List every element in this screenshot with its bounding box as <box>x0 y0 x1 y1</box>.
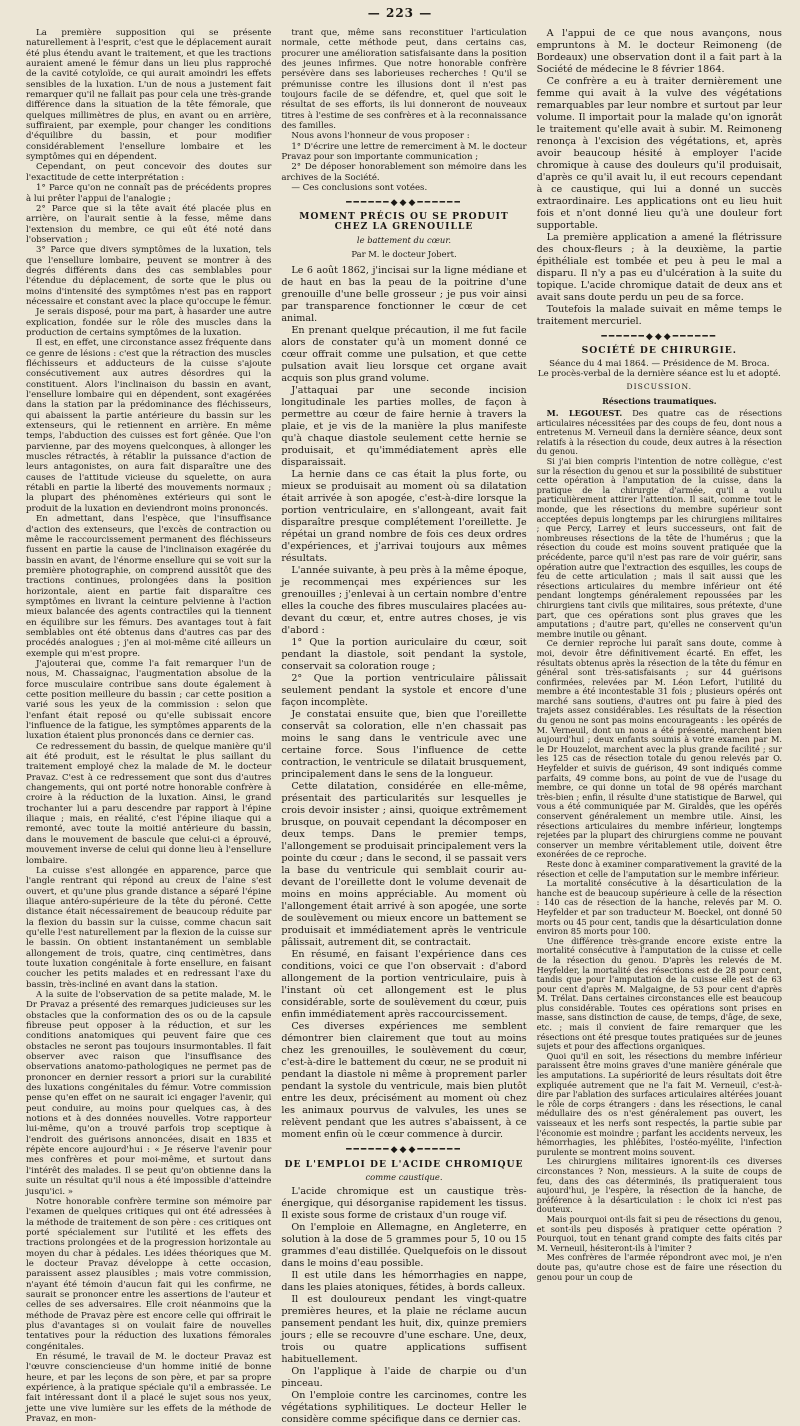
paragraph: Si j'ai bien compris l'intention de notre collègue, c'est sur la résection du genou et sur la possibilité de substituer cette opération à l'amputation de la cuisse, dans la pratique de la chirurgie d'armée, qu'il a voulu particulièrement attirer l'attention. Il sait, comme tout le monde, que les résections du membre supérieur sont acceptées depuis longtemps par les chirurgiens militaires ; que Percy, Larrey et leurs successeurs, ont fait de nombreuses résections de la tête de l'humérus ; que la résection du coude est moins souvent pratiquée que la précédente, parce qu'il n'est pas rare de voir guérir, sans opération autre que l'extraction des esquilles, les coups de feu de cette articulation ; mais il sait aussi que les résections articulaires du membre inférieur ont été pendant longtemps généralement repoussées par les chirurgiens tant civils que militaires, sous prétexte, d'une part, que ces opérations sont plus graves que les amputations ; d'autre part, qu'elles ne conservent qu'un membre inutile ou gênant. <box>536 456 782 639</box>
section-title: SOCIÉTÉ DE CHIRURGIE. <box>581 345 738 357</box>
paragraph: Les chirurgiens militaires ignorent-ils ces diverses circonstances ? Non, messieurs. A la suite de coups de feu, dans des cas déterminés, ils pratiqueraient tous aujourd'hui, je l'espère, la résection de la hanche, de préférence à la désarticulation : le choix ici n'est pas douteux. <box>536 1156 782 1215</box>
column-1 <box>26 28 272 1425</box>
paragraph: Je constatai ensuite que, bien que l'oreillette conservât sa coloration, elle n'en chassait pas moins le sang dans le ventricule avec une certaine force. Sous l'influence de cette contraction, le ventricule se dilatait brusquement, principalement dans le sens de la longueur. <box>281 709 527 781</box>
paragraph: Notre honorable confrère termine son mémoire par l'examen de quelques critiques qui ont été adressées à la méthode de traitement de son père : ces critiques ont porté spécialement sur l'utilité et les effets des tractions prolongées et de la progression horizontale au moyen du char à pédales. Les idées théoriques que M. le docteur Pravaz développe à cette occasion, paraissent assez plausibles ; mais votre commission, n'ayant été témoin d'aucun fait qui les confirme, ne saurait se prononcer entre les assertions de l'auteur et celles de ses adversaires. Elle croit néanmoins que la méthode de Pravaz père est encore celle qui offrirait le plus d'avantages si on voulait faire de nouvelles tentatives pour la réduction des luxations fémorales congénitales. <box>26 1196 272 1352</box>
paragraph: 2° De déposer honorablement son mémoire dans les archives de la Société. <box>281 162 527 183</box>
paragraph: Cette dilatation, considérée en elle-même, présentait des particularités sur lesquelles je crois devoir insister ; ainsi, quoique extrêmement brusque, on pouvait cependant la décomposer en deux temps. Dans le premier temps, l'allongement se produisait principalement vers la pointe du cœur ; dans le second, il se passait vers la base du ventricule qui semblait courir au-devant de l'oreillette dont le volume devenait de moins en moins appréciable. Au moment où l'allongement était arrivé à son apogée, une sorte de soulèvement ou mieux encore un battement se produisait et immédiatement après le ventricule pâlissait, autrement dit, se contractait. <box>281 781 527 949</box>
paragraph: En prenant quelque précaution, il me fut facile alors de constater qu'à un moment donné ce cœur offrait comme une pulsation, et que cette pulsation avait lieu lorsque cet organe avait acquis son plus grand volume. <box>281 325 527 385</box>
article-title: MOMENT PRÉCIS OU SE PRODUIT CHEZ LA GRENOUILLE <box>299 210 509 233</box>
paragraph: Il est douloureux pendant les vingt-quatre premières heures, et la plaie ne réclame aucun pansement pendant les huit, dix, quinze premiers jours ; elle se recouvre d'une eschare. Une, deux, trois ou quatre applications suffisent habituellement. <box>281 1294 527 1366</box>
paragraph: La première application a amené la flétrissure des choux-fleurs ; à la deuxième, la partie épithéliale est tombée et peu à peu le mal a disparu. Il n'y a pas eu d'ulcération à la suite du topique. L'acide chromique datait de deux ans et avait sans doute perdu un peu de sa force. <box>536 232 782 303</box>
paragraph: Ce redressement du bassin, de quelque manière qu'il ait été produit, est le résultat le plus saillant du traitement employé chez la malade de M. le docteur Pravaz. C'est à ce redressement que sont dus d'autres changements, qui ont porté notre honorable confrère à croire à la réduction de la luxation. Ainsi, le grand trochanter lui a paru descendre par rapport à l'épine iliaque ; mais, en réalité, c'est l'épine iliaque qui a remonté, avec toute la moitié antérieure du bassin, dans le mouvement de bascule que celui-ci a éprouvé, mouvement inverse de celui qui donne lieu à l'ensellure lombaire. <box>26 741 272 866</box>
speaker-name: M. LEGOUEST. <box>546 408 623 419</box>
paragraph: Mais pourquoi ont-ils fait si peu de résections du genou, et sont-ils peu disposés à pratiquer cette opération ? Pourquoi, tout en tenant grand compte des faits cités par M. Verneuil, hésiteront-ils à l'imiter ? <box>536 1213 782 1253</box>
article-title: DE L'EMPLOI DE L'ACIDE CHROMIQUE <box>284 1158 524 1170</box>
page-number: — 223 — <box>367 6 433 20</box>
paragraph: Quoi qu'il en soit, les résections du membre inférieur paraissent être moins graves d'une manière générale que les amputations. La supériorité de leurs résultats doit être expliquée autrement que ne l'a fait M. Verneuil, c'est-à-dire par l'ablation des surfaces articulaires altérées jouant le rôle de corps étrangers : dans les résections, le canal médullaire des os n'est généralement pas ouvert, les vaisseaux et les nerfs sont respectés, la partie subie par l'économie est moindre ; parfant les accidents nerveux, les hémorrhagies, les phlébites, l'ostéo-myélite, l'infection purulente se montrent moins souvent. <box>536 1050 782 1157</box>
paragraph: J'ajouterai que, comme l'a fait remarquer l'un de nous, M. Chassaignac, l'augmentation absolue de la force musculaire contribue sans doute également à cette position meilleure du bassin ; car cette position a varié sous les yeux de la commission : selon que l'enfant était reposé ou qu'elle subissait encore l'influence de la fatigue, les symptômes apparents de la luxation étaient plus prononcés dans ce dernier cas. <box>26 658 272 742</box>
paragraph: Je serais disposé, pour ma part, à hasarder une autre explication, fondée sur le rôle des muscles dans la production de certains symptômes de la luxation. <box>26 307 272 338</box>
divider-ornament: ━━━━━━◆◆◆━━━━━━ <box>601 332 718 342</box>
paragraph: Il est utile dans les hémorrhagies en nappe, dans les plaies atoniques, fétides, à bords calleux. <box>281 1270 527 1294</box>
paragraph: Une différence très-grande encore existe entre la mortalité consécutive à l'amputation de la cuisse et celle de la résection du genou. D'après les relevés de M. Heyfelder, la mortalité des résections est de 28 pour cent, tandis que pour l'amputation de la cuisse elle est de 63 pour cent d'après M. Malgaigne, de 53 pour cent d'après M. Trélat. Dans certaines circonstances elle est beaucoup plus considérable. Toutes ces opérations sont prises en masse, sans distinction de cause, de temps, d'âge, de sexe, etc. ; mais il convient de faire remarquer que les résections ont été presque toutes pratiquées sur de jeunes sujets et pour des affections organiques. <box>536 935 782 1052</box>
article-subtitle: le battement du cœur. <box>356 234 452 245</box>
paragraph: La hernie dans ce cas était la plus forte, ou mieux se produisait au moment où sa dilatation était arrivée à son apogée, c'est-à-dire lorsque la portion ventriculaire, en s'allongeant, avait fait disparaître presque complétement l'oreillette. Je répétai un grand nombre de fois ces deux ordres d'expériences, et j'arrivai toujours aux mêmes résultats. <box>281 469 527 565</box>
paragraph: On l'emploie contre les carcinomes, contre les végétations syphilitiques. Le docteur Heller le considère comme spécifique dans ce dernier cas. <box>281 1390 527 1426</box>
discussion-heading: DISCUSSION. <box>626 382 693 392</box>
paragraph: L'acide chromique est un caustique très-énergique, qui désorganise rapidement les tissus. Il existe sous forme de cristaux d'un rouge vif. <box>281 1186 527 1222</box>
section-heading: Résections traumatiques. <box>602 395 717 406</box>
paragraph: 1° D'écrire une lettre de remerciment à M. le docteur Pravaz pour son importante communication ; <box>281 141 527 163</box>
article-subtitle: comme caustique. <box>365 1171 443 1182</box>
paragraph: Le 6 août 1862, j'incisai sur la ligne médiane et de haut en bas la peau de la poitrine d'une grenouille d'une belle grosseur ; je pus voir ainsi par transparence fonctionner le cœur de cet animal. <box>281 265 527 325</box>
paragraph: Mes confrères de l'armée répondront avec moi, je n'en doute pas, qu'autre chose est de faire une résection du genou pour un coup de <box>536 1252 782 1282</box>
column-3 <box>536 28 782 1282</box>
paragraph: 2° Parce que si la tête avait été placée plus en arrière, on l'aurait sentie à la fesse, même dans l'extension du membre, ce qui eût été noté dans l'observation ; <box>26 203 272 245</box>
paragraph: La cuisse s'est allongée en apparence, parce que l'angle rentrant qui répond au creux de l'aine s'est ouvert, et qu'une plus grande distance a séparé l'épine iliaque antéro-supérieure de la tête du péroné. Cette distance était nécessairement de beaucoup réduite par la flexion du bassin sur la cuisse, comme chacun sait qu'elle l'est naturellement par la flexion de la cuisse sur le bassin. On obtient instantanément un semblable allongement de trois, quatre, cinq centimètres, dans toute luxation congénitale à forte ensellure, en faisant coucher les petits malades et en redressant l'axe du bassin, très-incliné en avant dans la station. <box>26 865 272 990</box>
paragraph: En résumé, le travail de M. le docteur Pravaz est l'œuvre consciencieuse d'un homme initié de bonne heure, et par les leçons de son père, et par sa propre expérience, à la pratique spéciale qu'il a embrassée. Le fait intéressant dont il a placé le sujet sous nos yeux, jette une vive lumière sur les effets de la méthode de Pravaz, en mon- <box>26 1352 272 1425</box>
paragraph: A la suite de l'observation de sa petite malade, M. le Dr Pravaz a présenté des remarques judicieuses sur les obstacles que la conformation des os ou de la capsule fibreuse peut opposer à la réduction, et sur les conditions anatomiques qui peuvent faire que ces obstacles ne seront pas toujours insurmontables. Il fait observer avec raison que l'insuffisance des observations anatomo-pathologiques ne permet pas de prononcer en dernier ressort a priori sur la curabilité des luxations congénitales du fémur. Votre commission pense qu'en effet on ne saurait ici engager l'avenir, qui peut conduire, au moins pour quelques cas, à des notions et à des données nouvelles. Votre rapporteur lui-même, qu'on a trouvé parfois trop sceptique à l'endroit des guérisons annoncées, disait en 1835 et répète encore aujourd'hui : « Je réserve l'avenir pour mes confrères et pour moi-même, et surtout dans l'intérêt des malades. Il se peut qu'on obtienne dans la suite un résultat qu'il nous a été impossible d'atteindre jusqu'ici. » <box>26 989 272 1197</box>
paragraph: Cependant, on peut concevoir des doutes sur l'exactitude de cette interprétation : <box>26 162 272 183</box>
paragraph: 2° Que la portion ventriculaire pâlissait seulement pendant la systole et encore d'une façon incomplète. <box>281 673 527 709</box>
divider-ornament: ━━━━━━◆◆◆━━━━━━ <box>346 1145 462 1156</box>
paragraph: Il est, en effet, une circonstance assez fréquente dans ce genre de lésions : c'est que la rétraction des muscles fléchisseurs et adducteurs de la cuisse s'ajoute consécutivement aux autres désordres qui la constituent. Alors l'inclinaison du bassin en avant, l'ensellure lombaire qui en dépendent, sont exagérées dans la station par la prédominance des fléchisseurs, qui abaissent la partie antérieure du bassin sur les extenseurs, qui le retiennent en arrière. En même temps, l'abduction des cuisses est fort gênée. Que l'on parvienne, par des moyens quelconques, à allonger les muscles rétractés, à rétablir la puissance d'action de leurs antagonistes, on aura fait disparaître une des causes de l'attitude vicieuse du squelette, on aura rétabli en partie la liberté des mouvements normaux ; la plupart des phénomènes extérieurs qui sont le produit de la luxation en deviendront moins prononcés. <box>26 338 272 514</box>
column-2 <box>281 28 527 1426</box>
paragraph: J'attaquai par une seconde incision longitudinale les parties molles, de façon à permettre au cœur de faire hernie à travers la plaie, et je vis de la manière la plus manifeste qu'à chaque diastole seulement cette hernie se produisait, et qu'immédiatement après elle disparaissait. <box>281 385 527 469</box>
paragraph: On l'emploie en Allemagne, en Angleterre, en solution à la dose de 5 grammes pour 5, 10 ou 15 grammes d'eau distillée. Quelquefois on le dissout dans le moins d'eau possible. <box>281 1222 527 1270</box>
paragraph: Ce dernier reproche lui paraît sans doute, comme à moi, devoir être définitivement écarté. En effet, les résultats obtenus après la résection de la tête du fémur en général sont très-satisfaisants ; sur 44 guérisons confirmées, relevées par M. Léon Lefort, l'utilité du membre a été incontestable 31 fois ; plusieurs opérés ont marché sans soutiens, d'autres ont pu faire à pied des trajets assez considérables. Les résultats de la résection du genou ne sont pas moins encourageants : les opérés de M. Verneuil, dont un nous a été présenté, marchent bien aujourd'hui ; deux enfants soumis à votre examen par M. le Dr Houzelot, marchent avec la plus grande facilité ; sur les 125 cas de résection totale du genou relevés par O. Heyfelder et suivis de guérison, 49 sont indiqués comme parfaits, 49 comme bons, au point de vue de l'usage du membre, ce qui donne un total de 98 opérés marchant très-bien ; enfin, il résulte d'une statistique de Barwel, qui vous a été communiquée par M. Giraldès, que les opérés conservent généralement un membre utile. Ainsi, les résections articulaires du membre inférieur, longtemps rejetées par la plupart des chirurgiens comme ne pouvant conserver un membre véritablement utile, doivent être exonérées de ce reproche. <box>536 638 782 860</box>
paragraph: L'année suivante, à peu près à la même époque, je recommençai mes expériences sur les grenouilles ; j'enlevai à un certain nombre d'entre elles la couche des fibres musculaires placées au-devant du cœur, et, entre autres choses, je vis d'abord : <box>281 565 527 637</box>
divider-ornament: ━━━━━━◆◆◆━━━━━━ <box>346 197 462 208</box>
paragraph: 1° Que la portion auriculaire du cœur, soit pendant la diastole, soit pendant la systole, conservait sa coloration rouge ; <box>281 637 527 673</box>
paragraph: Ce confrère a eu à traiter dernièrement une femme qui avait à la vulve des végétations remarquables par leur nombre et surtout par leur volume. Il importait pour la malade qu'on ignorât le traitement qu'elle avait à subir. M. Reimoneng renonça à l'excision des végétations, et, après avoir beaucoup hésité à employer l'acide chromique à cause des douleurs qu'il produisait, d'après ce qu'il avait lu, il eut recours cependant à ce caustique, qui lui a donné un succès extraordinaire. Les applications ont eu lieu huit fois et n'ont donné lieu qu'à une douleur fort supportable. <box>536 76 782 231</box>
paragraph: Ces diverses expériences me semblent démontrer bien clairement que tout au moins chez les grenouilles, le soulèvement du cœur, c'est-à-dire le battement du cœur, ne se produit ni pendant la diastole ni même à proprement parler pendant la systole du ventricule, mais bien plutôt entre les deux, précisément au moment où chez les animaux pourvus de valvules, les unes se relèvent pendant que les autres s'abaissent, à ce moment enfin où le cœur commence à durcir. <box>281 1021 527 1141</box>
paragraph: En résumé, en faisant l'expérience dans ces conditions, voici ce que l'on observait : d'abord allongement de la portion ventriculaire, puis à l'instant où cet allongement est le plus considérable, sorte de soulèvement du cœur, puis enfin immédiatement après raccourcissement. <box>281 949 527 1021</box>
minutes-line: Le procès-verbal de la dernière séance est lu et adopté. <box>537 369 781 380</box>
paragraph: A l'appui de ce que nous avançons, nous empruntons à M. le docteur Reimoneng (de Bordeaux) une observation dont il a fait part à la Société de médecine le 8 février 1864. <box>536 28 782 75</box>
columns <box>26 28 782 1426</box>
paragraph: La mortalité consécutive à la désarticulation de la hanche est de beaucoup supérieure à celle de la résection : 140 cas de résection de la hanche, relevés par M. O. Heyfelder et par son traducteur M. Boeckel, ont donné 50 morts ou 45 pour cent, tandis que la désarticulation donne environ 85 morts pour 100. <box>536 878 782 937</box>
session-line: Séance du 4 mai 1864. — Présidence de M. Broca. <box>549 358 770 369</box>
paragraph: La première supposition qui se présente naturellement à l'esprit, c'est que le déplacement aurait été plus étendu avant le traitement, et que les tractions auraient amené le fémur dans un lieu plus rapproché de la cavité cotyloïde, ce qui aurait amoindri les effets sensibles de la luxation. L'un de nous a justement fait remarquer qu'il ne fallait pas pour cela une très-grande différence dans la situation de la tête fémorale, que quelques millimètres de plus, en avant ou en arrière, suffiraient, par exemple, pour changer les conditions d'équilibre du bassin, et pour modifier considérablement l'ensellure lombaire et les symptômes qui en dépendent. <box>26 28 272 163</box>
paragraph: 1° Parce qu'on ne connaît pas de précédents propres à lui prêter l'appui de l'analogie ; <box>26 183 272 204</box>
paragraph: En admettant, dans l'espèce, que l'insuffisance d'action des extenseurs, que l'excès de contraction ou même le raccourcissement permanent des fléchisseurs fussent en partie la cause de l'inclinaison exagérée du bassin en avant, de l'énorme ensellure qui se voit sur la première photographie, on comprend aussitôt que des tractions continues, prolongées dans la position horizontale, aient en partie fait disparaître ces symptômes en livrant la ceinture pelvienne à l'action mieux balancée des agents contractiles qui la tiennent en équilibre sur les fémurs. Des avantages tout à fait semblables ont été obtenus dans d'autres cas par des procédés analogues ; j'en ai moi-même cité ailleurs un exemple qui m'est propre. <box>26 514 272 659</box>
paragraph: Reste donc à examiner comparativement la gravité de la résection et celle de l'amputation sur le membre inférieur. <box>536 858 782 879</box>
paragraph: Nous avons l'honneur de vous proposer : <box>291 131 470 142</box>
paragraph: 3° Parce que divers symptômes de la luxation, tels que l'ensellure lombaire, peuvent se montrer à des degrés différents dans des cas semblables pour l'étendue du déplacement, de sorte que le plus ou moins d'intensité des symptômes n'est pas en rapport nécessaire et constant avec la place qu'occupe le fémur. <box>26 245 272 307</box>
paragraph: Des quatre cas de résections articulaires nécessitées par des coups de feu, dont nous a entretenus M. Verneuil dans la dernière séance, deux sont relatifs à la résection du coude, deux autres à la résection du genou. <box>536 408 782 457</box>
paragraph: trant que, même sans reconstituer l'articulation normale, cette méthode peut, dans certains cas, procurer une amélioration satisfaisante dans la position des jeunes infirmes. Que notre honorable confrère persévère dans ses laborieuses recherches ! Qu'il se prémunisse contre les illusions dont il n'est pas toujours facile de se défendre, et, quel que soit le résultat de ses efforts, ils lui donneront de nouveaux titres à l'estime de ses confrères et à la reconnaissance des familles. <box>281 28 527 132</box>
paragraph: Toutefois la malade suivait en même temps le traitement mercuriel. <box>536 304 782 327</box>
article-author: Par M. le docteur Jobert. <box>351 248 457 259</box>
paragraph: — Ces conclusions sont votées. <box>291 183 428 194</box>
paragraph: On l'applique à l'aide de charpie ou d'un pinceau. <box>281 1366 527 1390</box>
